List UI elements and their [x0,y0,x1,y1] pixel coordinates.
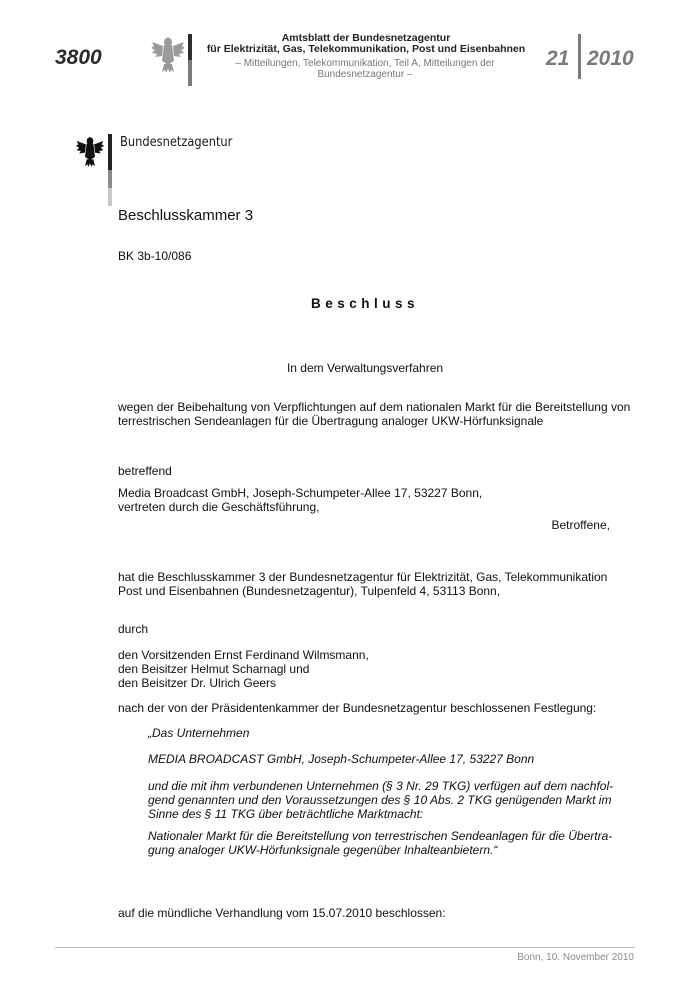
publication-subtitle: – Mitteilungen, Telekommunikation, Teil A, Mitteilungen der Bundesnetzagentur – [235,58,495,80]
document-heading: Beschluss [310,296,420,311]
logo-bar-light [108,188,112,206]
party-line2: vertreten durch die Geschäftsführung, [118,500,320,514]
header-divider-dark [188,34,192,60]
party-line1: Media Broadcast GmbH, Joseph-Schumpeter-Allee 17, 53227 Bonn, [118,486,483,500]
party-paragraph [118,486,598,514]
footer-date: Bonn, 10. November 2010 [517,952,634,963]
member-assessor: den Beisitzer Helmut Scharnagl und [118,662,310,676]
member-assessor: den Beisitzer Dr. Ulrich Geers [118,676,277,690]
federal-eagle-icon [75,134,105,168]
party-role: Betroffene, [551,518,610,532]
members-list [118,648,518,690]
agency-logo-text: Bundesnetzagentur [120,135,233,150]
file-number: BK 3b-10/086 [118,249,192,263]
proceeding-line: In dem Verwaltungsverfahren [286,361,444,375]
member-chair: den Vorsitzenden Ernst Ferdinand Wilmsmann, [118,648,369,662]
issue-number: 21 [546,47,570,70]
determination-intro: nach der von der Präsidentenkammer der Bundesnetzagentur beschlossenen Festlegung: [118,701,597,715]
quote-intro: „Das Unternehmen [148,726,250,740]
quote-market-power [148,779,618,821]
federal-eagle-icon [150,34,186,74]
concerning-label: betreffend [118,464,172,478]
hearing-line: auf die mündliche Verhandlung vom 15.07.2010 beschlossen: [118,906,446,920]
page-number: 3800 [55,46,102,69]
authority-line2: Post und Eisenbahnen (Bundesnetzagentur), Tulpenfeld 4, 53113 Bonn, [118,584,501,598]
subject-paragraph [118,400,638,428]
issue-divider [578,34,581,79]
authority-paragraph [118,570,638,598]
logo-bar-dark [108,134,112,170]
issue-year: 2010 [587,47,634,70]
quote-market-definition [148,829,618,857]
footer-rule [55,947,635,948]
quote-market-definition-line1: Nationaler Markt für die Bereitstellung von terrestrischen Sendeanlagen für die Übertra- [148,829,613,843]
quote-market-power-line3: Sinne des § 11 TKG über beträchtliche Marktmacht: [148,807,424,821]
logo-bar-mid [108,170,112,188]
publication-title-line2: für Elektrizität, Gas, Telekommunikation, Post und Eisenbahnen [206,43,526,55]
by-label: durch [118,622,149,636]
quote-market-definition-line2: gung analoger UKW-Hörfunksignale gegenüber Inhalteanbietern.“ [148,843,498,857]
quote-market-power-line1: und die mit ihm verbundenen Unternehmen (§ 3 Nr. 29 TKG) verfügen auf dem nachfol- [148,779,614,793]
quote-market-power-line2: gend genannten und den Voraussetzungen des § 10 Abs. 2 TKG genügenden Markt im [148,793,612,807]
publication-title [200,33,532,55]
subject-line2: terrestrischen Sendeanlagen für die Übertragung analoger UKW-Hörfunksignale [118,414,544,428]
chamber-title: Beschlusskammer 3 [118,207,254,224]
quote-company: MEDIA BROADCAST GmbH, Joseph-Schumpeter-Allee 17, 53227 Bonn [148,752,535,766]
subject-line1: wegen der Beibehaltung von Verpflichtungen auf dem nationalen Markt für die Bereitstellung von [118,400,631,414]
authority-line1: hat die Beschlusskammer 3 der Bundesnetzagentur für Elektrizität, Gas, Telekommunikation [118,570,608,584]
publication-title-line1: Amtsblatt der Bundesnetzagentur [281,32,451,44]
